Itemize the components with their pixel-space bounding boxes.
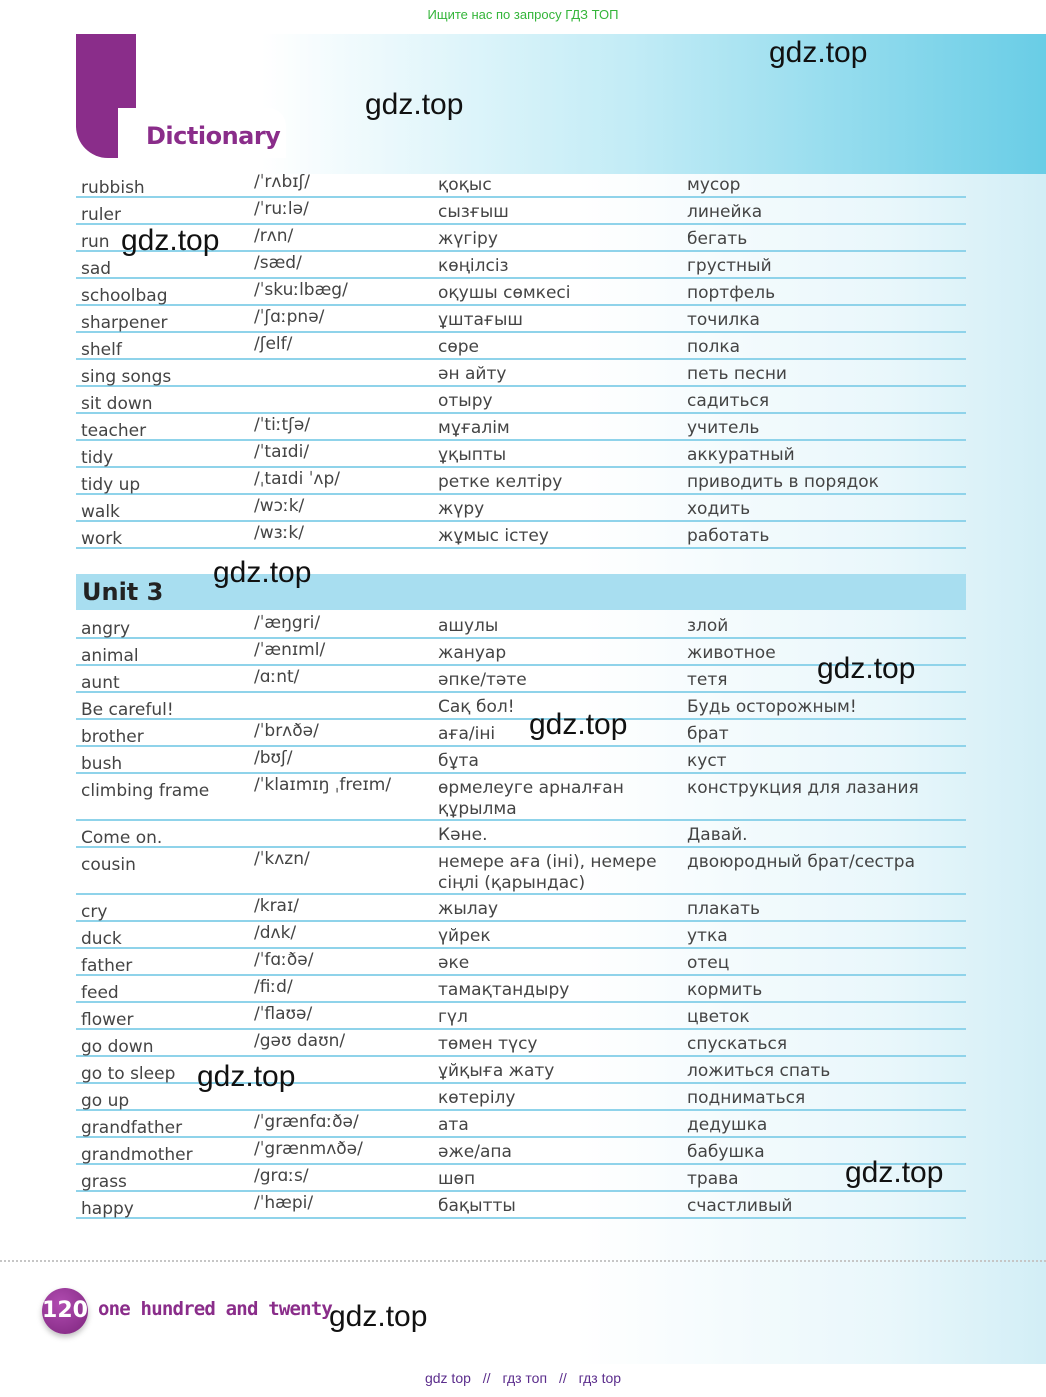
kazakh-translation: жануар — [438, 643, 507, 663]
phonetic: /wɜːk/ — [254, 523, 304, 543]
dictionary-row — [76, 439, 966, 468]
kazakh-translation: ашулы — [438, 616, 499, 636]
english-word: animal — [81, 646, 139, 666]
english-word: go down — [81, 1037, 154, 1057]
russian-translation: конструкция для лазания — [687, 778, 919, 798]
russian-translation: счастливый — [687, 1196, 793, 1216]
phonetic: /ˈtaɪdi/ — [254, 442, 310, 462]
phonetic: /ˈklaɪmɪŋ ˌfreɪm/ — [254, 775, 392, 795]
english-word: grandmother — [81, 1145, 193, 1165]
kazakh-translation: әже/апа — [438, 1142, 512, 1162]
russian-translation: ложиться спать — [687, 1061, 831, 1081]
russian-translation: ходить — [687, 499, 751, 519]
dictionary-row — [76, 1190, 966, 1219]
english-word: go to sleep — [81, 1064, 176, 1084]
phonetic: /ˈhæpi/ — [254, 1193, 314, 1213]
russian-translation: петь песни — [687, 364, 787, 384]
footer-divider — [0, 1260, 1046, 1262]
dictionary-row — [76, 412, 966, 441]
kazakh-translation: ата — [438, 1115, 469, 1135]
kazakh-translation: аға/іні — [438, 724, 496, 744]
russian-translation: мусор — [687, 175, 741, 195]
english-word: run — [81, 232, 110, 252]
english-word: flower — [81, 1010, 134, 1030]
kazakh-translation: Кәне. — [438, 825, 488, 845]
english-word: brother — [81, 727, 144, 747]
phonetic: /ˈtiːtʃə/ — [254, 415, 311, 435]
bottom-links — [0, 1364, 1046, 1397]
separator: // — [482, 1370, 491, 1386]
kazakh-translation: сөре — [438, 337, 479, 357]
dictionary-row — [76, 1001, 966, 1030]
watermark: gdz.top — [817, 652, 916, 685]
english-word: feed — [81, 983, 119, 1003]
kazakh-translation: төмен түсу — [438, 1034, 538, 1054]
phonetic: /ˈgrænfɑːðə/ — [254, 1112, 359, 1132]
russian-translation: животное — [687, 643, 776, 663]
kazakh-translation: қоқыс — [438, 175, 492, 195]
page-number-badge: 120 — [42, 1288, 88, 1334]
english-word: aunt — [81, 673, 120, 693]
russian-translation: аккуратный — [687, 445, 795, 465]
english-word: duck — [81, 929, 122, 949]
english-word: climbing frame — [81, 781, 210, 801]
dictionary-row — [76, 520, 966, 549]
russian-translation: работать — [687, 526, 770, 546]
phonetic: /ˈkʌzn/ — [254, 849, 310, 869]
page-number-words: one hundred and twenty — [98, 1298, 333, 1320]
russian-translation: двоюродный брат/сестра — [687, 852, 916, 872]
phonetic: /bʊʃ/ — [254, 748, 293, 768]
kazakh-translation: ұқыпты — [438, 445, 507, 465]
english-word: Be careful! — [81, 700, 174, 720]
page-title: Dictionary — [146, 122, 281, 150]
phonetic: /ˈruːlə/ — [254, 199, 309, 219]
phonetic: /ˈæŋgri/ — [254, 613, 321, 633]
separator: // — [558, 1370, 567, 1386]
russian-translation: цветок — [687, 1007, 750, 1027]
english-word: angry — [81, 619, 131, 639]
dictionary-row — [76, 385, 966, 414]
english-word: sharpener — [81, 313, 168, 333]
russian-translation: бабушка — [687, 1142, 765, 1162]
dictionary-row — [76, 169, 966, 198]
kazakh-translation: тамақтандыру — [438, 980, 570, 1000]
russian-translation: злой — [687, 616, 729, 636]
phonetic: /ɑːnt/ — [254, 667, 300, 687]
phonetic: /ʃelf/ — [254, 334, 293, 354]
dictionary-row — [76, 691, 966, 720]
kazakh-translation-continued: сіңлі (қарындас) — [438, 873, 586, 893]
watermark: gdz.top — [769, 36, 868, 69]
russian-translation: трава — [687, 1169, 739, 1189]
english-word: tidy up — [81, 475, 141, 495]
dictionary-row — [76, 893, 966, 922]
english-word: work — [81, 529, 123, 549]
dictionary-row — [76, 920, 966, 949]
phonetic: /ˈfɑːðə/ — [254, 950, 314, 970]
russian-translation: плакать — [687, 899, 761, 919]
kazakh-translation: шөп — [438, 1169, 476, 1189]
top-banner: Ищите нас по запросу ГДЗ ТОП — [427, 7, 619, 22]
kazakh-translation: ұштағыш — [438, 310, 523, 330]
russian-translation: портфель — [687, 283, 776, 303]
english-word: father — [81, 956, 133, 976]
phonetic: /ˈbrʌðə/ — [254, 721, 319, 741]
english-word: grandfather — [81, 1118, 183, 1138]
phonetic: /ˌtaɪdi ˈʌp/ — [254, 469, 340, 489]
phonetic: /gəʊ daʊn/ — [254, 1031, 346, 1051]
english-word: ruler — [81, 205, 121, 225]
dictionary-row — [76, 1136, 966, 1165]
russian-translation: утка — [687, 926, 728, 946]
russian-translation: отец — [687, 953, 730, 973]
watermark: gdz.top — [329, 1300, 428, 1333]
dictionary-row — [76, 358, 966, 387]
russian-translation: спускаться — [687, 1034, 788, 1054]
english-word: teacher — [81, 421, 147, 441]
english-word: schoolbag — [81, 286, 168, 306]
dictionary-page — [0, 34, 1046, 1364]
watermark: gdz.top — [121, 224, 220, 257]
dictionary-row — [76, 304, 966, 333]
phonetic: /kraɪ/ — [254, 896, 300, 916]
dictionary-row — [76, 846, 966, 895]
english-word: cry — [81, 902, 108, 922]
english-word: happy — [81, 1199, 134, 1219]
dictionary-row — [76, 745, 966, 774]
kazakh-translation: ұйқыға жату — [438, 1061, 555, 1081]
kazakh-translation: жылау — [438, 899, 499, 919]
kazakh-translation: немере аға (іні), немере — [438, 852, 657, 872]
english-word: Come on. — [81, 828, 163, 848]
russian-translation: кормить — [687, 980, 763, 1000]
russian-translation: Будь осторожным! — [687, 697, 857, 717]
kazakh-translation: сызғыш — [438, 202, 509, 222]
kazakh-translation: жүру — [438, 499, 485, 519]
dictionary-row — [76, 610, 966, 639]
watermark: gdz.top — [213, 556, 312, 589]
kazakh-translation: ретке келтіру — [438, 472, 563, 492]
phonetic: /ˈskuːlbæg/ — [254, 280, 348, 300]
dictionary-row — [76, 1028, 966, 1057]
kazakh-translation: өрмелеуге арналған — [438, 778, 624, 798]
kazakh-translation: ән айту — [438, 364, 507, 384]
phonetic: /wɔːk/ — [254, 496, 305, 516]
english-word: grass — [81, 1172, 127, 1192]
russian-translation: учитель — [687, 418, 760, 438]
russian-translation: дедушка — [687, 1115, 768, 1135]
dictionary-row — [76, 1109, 966, 1138]
kazakh-translation: әпке/тәте — [438, 670, 527, 690]
russian-translation: бегать — [687, 229, 748, 249]
kazakh-translation: үйрек — [438, 926, 491, 946]
kazakh-translation: жұмыс істеу — [438, 526, 549, 546]
dictionary-row — [76, 819, 966, 848]
phonetic: /rʌn/ — [254, 226, 294, 246]
bottom-link[interactable]: гдз топ — [502, 1370, 548, 1386]
dictionary-row — [76, 331, 966, 360]
english-word: shelf — [81, 340, 122, 360]
watermark: gdz.top — [845, 1156, 944, 1189]
dictionary-row — [76, 1163, 966, 1192]
bottom-link[interactable]: гдз top — [578, 1370, 622, 1386]
dictionary-row — [76, 947, 966, 976]
dictionary-row — [76, 974, 966, 1003]
phonetic: /ˈrʌbɪʃ/ — [254, 172, 310, 192]
phonetic: /fiːd/ — [254, 977, 293, 997]
watermark: gdz.top — [365, 88, 464, 121]
english-word: rubbish — [81, 178, 145, 198]
kazakh-translation-continued: құрылма — [438, 799, 517, 819]
kazakh-translation: бұта — [438, 751, 479, 771]
english-word: sit down — [81, 394, 153, 414]
kazakh-translation: көңілсіз — [438, 256, 509, 276]
bottom-link[interactable]: gdz top — [424, 1370, 471, 1386]
russian-translation: точилка — [687, 310, 760, 330]
dictionary-row — [76, 277, 966, 306]
english-word: cousin — [81, 855, 136, 875]
kazakh-translation: мұғалім — [438, 418, 510, 438]
kazakh-translation: отыру — [438, 391, 493, 411]
russian-translation: тетя — [687, 670, 728, 690]
russian-translation: Давай. — [687, 825, 748, 845]
russian-translation: приводить в порядок — [687, 472, 879, 492]
dictionary-row — [76, 493, 966, 522]
english-word: bush — [81, 754, 123, 774]
dictionary-row — [76, 772, 966, 821]
kazakh-translation: Сақ бол! — [438, 697, 515, 717]
russian-translation: брат — [687, 724, 729, 744]
phonetic: /ˈflaʊə/ — [254, 1004, 313, 1024]
russian-translation: грустный — [687, 256, 772, 276]
kazakh-translation: оқушы сөмкесі — [438, 283, 571, 303]
english-word: walk — [81, 502, 120, 522]
kazakh-translation: жүгіру — [438, 229, 498, 249]
kazakh-translation: бақытты — [438, 1196, 516, 1216]
unit-title: Unit 3 — [82, 578, 164, 606]
english-word: go up — [81, 1091, 130, 1111]
kazakh-translation: әке — [438, 953, 470, 973]
watermark: gdz.top — [529, 708, 628, 741]
phonetic: /ˈgrænmʌðə/ — [254, 1139, 363, 1159]
russian-translation: подниматься — [687, 1088, 806, 1108]
kazakh-translation: көтерілу — [438, 1088, 516, 1108]
russian-translation: садиться — [687, 391, 770, 411]
phonetic: /grɑːs/ — [254, 1166, 309, 1186]
english-word: sad — [81, 259, 112, 279]
dictionary-row — [76, 718, 966, 747]
kazakh-translation: гүл — [438, 1007, 468, 1027]
watermark: gdz.top — [197, 1060, 296, 1093]
phonetic: /dʌk/ — [254, 923, 297, 943]
english-word: tidy — [81, 448, 114, 468]
phonetic: /ˈʃɑːpnə/ — [254, 307, 325, 327]
phonetic: /ˈænɪml/ — [254, 640, 326, 660]
phonetic: /sæd/ — [254, 253, 302, 273]
dictionary-row — [76, 196, 966, 225]
russian-translation: куст — [687, 751, 727, 771]
unit-header — [76, 574, 966, 610]
russian-translation: полка — [687, 337, 741, 357]
english-word: sing songs — [81, 367, 172, 387]
dictionary-row — [76, 466, 966, 495]
russian-translation: линейка — [687, 202, 763, 222]
